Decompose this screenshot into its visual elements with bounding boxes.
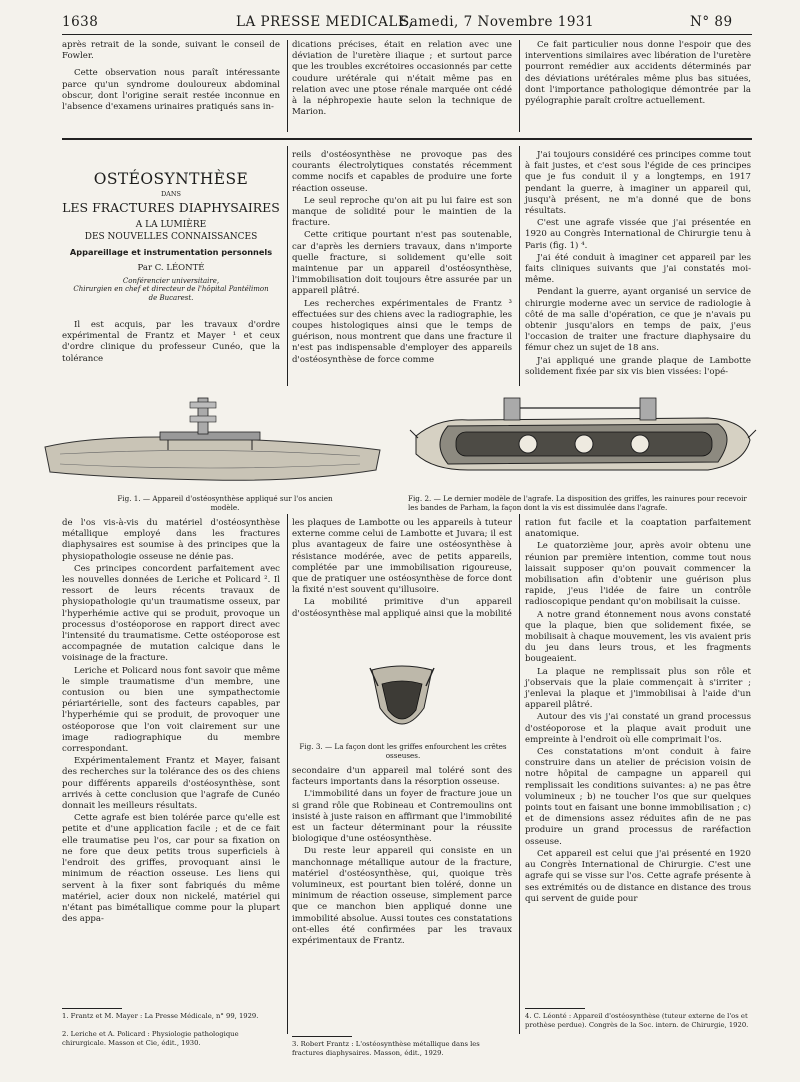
top-column-3: [525, 40, 751, 108]
header-rule: [62, 34, 752, 35]
article-subtitle-line: A LA LUMIÈRE: [135, 220, 207, 230]
author-byline: Par C. LÉONTÉ: [137, 263, 205, 273]
paragraph: Cette agrafe est bien tolérée parce qu'elle est petite et d'une application facile ; et de ce fait elle traumatise peu l'os, car pour sa fixation on ne fore que deux petits trous superficiels à l'endroit des griffes, provoquant ainsi le minimum de réaction osseuse. Les liens qui servent à la fixer sont fabriqués du même matériel, acier doux non nickelé, matériel qui n'étant pas bimétallique comme pour la plupart des appa-: [62, 813, 280, 925]
paragraph: après retrait de la sonde, suivant le conseil de Fowler.: [62, 40, 280, 62]
paragraph: Cette observation nous paraît intéressante parce qu'un syndrome douloureux abdominal obscur, dont l'origine serait restée inconnue en l'absence d'examens urinaires pratiqués sans in-: [62, 68, 280, 113]
page-number: 1638: [62, 14, 99, 30]
paragraph: La plaque ne remplissait plus son rôle et j'observais que la plaie commençait à s'irriter ; j'enlevai la plaque et j'immobilisai à l'aide d'un appareil plâtré.: [525, 666, 751, 711]
intro-paragraph: [62, 320, 280, 366]
paragraph: secondaire d'un appareil mal toléré sont des facteurs importants dans la résorption osseuse.: [292, 766, 512, 788]
section-rule: [62, 138, 752, 140]
issue-date: Samedi, 7 Novembre 1931: [400, 14, 595, 30]
column-rule: [287, 40, 288, 132]
lower-column-1: [62, 518, 280, 926]
issue-number: N° 89: [690, 14, 733, 30]
paragraph: Leriche et Policard nous font savoir que même le simple traumatisme d'un membre, une contusion ou bien une sympathectomie périartérielle, sont des facteurs capables, par l'hyperhémie qui se produit, de provoquer une ostéoporose que l'on voit clairement sur une image radiographique du membre correspondant.: [62, 665, 280, 755]
column-rule: [287, 146, 288, 386]
figure-1-illustration: [40, 392, 385, 492]
figure-3-caption: Fig. 3. — La façon dont les griffes enfourchent les crêtes osseuses.: [299, 742, 507, 760]
paragraph: Le seul reproche qu'on ait pu lui faire est son manque de solidité pour le maintien de la fracture.: [292, 195, 512, 229]
article-heading: [62, 170, 280, 303]
top-column-2: [292, 40, 512, 119]
author-affiliation: Conférencier universitaire,: [122, 277, 220, 285]
article-kicker: Appareillage et instrumentation personnels: [69, 247, 273, 257]
paragraph: Expérimentalement Frantz et Mayer, faisant des recherches sur la tolérance des os des chiens pour différents appareils d'ostéosynthèse, sont arrivés à cette conclusion que l'agrafe de Cunéo donnait les meilleurs résultats.: [62, 756, 280, 812]
paragraph: J'ai toujours considéré ces principes comme tout à fait justes, et c'est sous l'égide de ces principes que je fus conduit il y a longtemps, en 1917 pendant la guerre, à imaginer un appareil qui, jusqu'à présent, ne m'a donné que de bons résultats.: [525, 150, 751, 217]
paragraph: La mobilité primitive d'un appareil d'ostéosynthèse mal appliqué ainsi que la mobilité: [292, 597, 512, 619]
paragraph: L'immobilité dans un foyer de fracture joue un si grand rôle que Robineau et Contremoulins ont insisté à juste raison en affirmant que l'immobilité est un facteur déterminant pour la réussite biologique d'une ostéosynthèse.: [292, 789, 512, 845]
paragraph: Il est acquis, par les travaux d'ordre expérimental de Frantz et Mayer ¹ et ceux d'ordre clinique du professeur Cunéo, que la tolérance: [62, 320, 280, 364]
footnote-2: 2. Leriche et A. Policard : Physiologie pathologique chirurgicale. Masson et Cie, édit., 1930.: [62, 1030, 239, 1047]
figure-3-illustration: [362, 660, 442, 742]
paragraph: Le quatorzième jour, après avoir obtenu une réunion par première intention, comme tout nous laissait supposer qu'on pouvait commencer la mobilisation afin d'obtenir une guérison plus rapide, j'eus l'idée de faire un contrôle radioscopique pendant qu'on mobilisait la cuisse.: [525, 541, 751, 608]
lower-column-3: [525, 518, 751, 906]
article-subtitle-line: DES NOUVELLES CONNAISSANCES: [84, 232, 258, 242]
paragraph: Ce fait particulier nous donne l'espoir que des interventions similaires avec libération de l'uretère pourront remédier aux accidents déterminés par des déviations urétérales même plus bas situées, dont l'importance pathologique démontrée par la pyélographie paraît croître actuellement.: [525, 40, 751, 107]
paragraph: Ces principes concordent parfaitement avec les nouvelles données de Leriche et Policard ². Il ressort de leurs récents travaux de physiopathologie qu'un traumatisme osseux, par l'hyperhémie active qui se produit, provoque un processus d'ostéoporose en rapport direct avec l'intensité du traumatisme. Cette ostéoporose est accompagnée de mutation calcique dans le voisinage de la fracture.: [62, 563, 280, 664]
footnote-rule: [292, 1036, 352, 1037]
footnote-rule: [62, 1008, 122, 1009]
article-title-dans: DANS: [160, 190, 182, 198]
upper-column-2: [292, 150, 512, 367]
paragraph: Du reste leur appareil qui consiste en un manchonnage métallique autour de la fracture, matériel d'ostéosynthèse, qui, quoique très volumineux, est pourtant bien toléré, donne un minimum de réaction osseuse, simplement parce que ce manchon bien appliqué donne une immobilité absolue. Aussi toutes ces constatations ont-elles été confirmées par les travaux expérimentaux de Frantz.: [292, 846, 512, 947]
paragraph: Ces constatations m'ont conduit à faire construire dans un atelier de précision voisin de notre hôpital de campagne un appareil qui remplissait les conditions suivantes: a) ne pas être volumineux ; b) ne toucher l'os que sur quelques points tout en faisant une bonne immobilisation ; c) et de dimensions assez réduites afin de ne pas produire un grand processus de raréfaction osseuse.: [525, 747, 751, 847]
article-title: OSTÉOSYNTHÈSE: [93, 170, 249, 188]
author-affiliation: Chirurgien en chef et directeur de l'hôpital Pantélimon de Bucarest.: [73, 285, 269, 302]
paragraph: reils d'ostéosynthèse ne provoque pas des courants électrolytiques constatés récemment comme nocifs et capables de produire une forte réaction osseuse.: [292, 150, 512, 194]
figure-2-illustration: [408, 378, 758, 490]
figure-2-caption: Fig. 2. — Le dernier modèle de l'agrafe. La disposition des griffes, les rainures pour recevoir les bandes de Parham, la façon dont la vis est dissimulée dans l'agrafe.: [408, 494, 747, 512]
footnote-4: 4. C. Léonté : Appareil d'ostéosynthèse (tuteur externe de l'os et prothèse perdue). Congrès de la Soc. intern. de Chirurgie, 1920.: [525, 1012, 749, 1029]
footnote-rule: [525, 1008, 585, 1009]
paragraph: Cet appareil est celui que j'ai présenté en 1920 au Congrès International de Chirurgie. C'est une agrafe qui se visse sur l'os. Cette agrafe présente à ses extrémités ou de distance en distance des trous qui servent de guide pour: [525, 848, 751, 904]
footnote-3: 3. Robert Frantz : L'ostéosynthèse métallique dans les fractures diaphysaires. Masson, édit., 1929.: [292, 1040, 480, 1057]
paragraph: Autour des vis j'ai constaté un grand processus d'ostéoporose et la plaque avait produit une empreinte à l'endroit où elle comprimait l'os.: [525, 712, 751, 745]
paragraph: ration fut facile et la coaptation parfaitement anatomique.: [525, 518, 751, 540]
column-rule: [519, 146, 520, 386]
journal-title: LA PRESSE MEDICALE,: [236, 14, 414, 30]
paragraph: de l'os vis-à-vis du matériel d'ostéosynthèse métallique employé dans les fractures diaphysaires est soumise à des principes que la physiopathologie osseuse ne dénie pas.: [62, 518, 280, 562]
lower-column-2-top: [292, 518, 512, 621]
paragraph: dications précises, était en relation avec une déviation de l'uretère iliaque ; et surtout parce que les troubles excrétoires occasionnés par cette coudure urétérale qui n'était même pas en relation avec une ptose rénale marquée ont cédé à la néphropexie haute selon la technique de Marion.: [292, 40, 512, 118]
column-rule: [519, 514, 520, 1034]
column-rule: [519, 40, 520, 132]
lower-column-2-bottom: [292, 766, 512, 948]
paragraph: C'est une agrafe vissée que j'ai présentée en 1920 au Congrès International de Chirurgie tenu à Paris (fig. 1) ⁴.: [525, 218, 751, 251]
figure-1-caption: Fig. 1. — Appareil d'ostéosynthèse appliqué sur l'os ancien modèle.: [117, 494, 333, 512]
paragraph: les plaques de Lambotte ou les appareils à tuteur externe comme celui de Lambotte et Juvara; il est plus avantageux de faire une ostéosynthèse à résistance modérée, avec de petits appareils, complétée par une immobilisation rigoureuse, que de pratiquer une ostéosynthèse de force dont la fixité n'est souvent qu'illusoire.: [292, 518, 512, 596]
paragraph: Pendant la guerre, ayant organisé un service de chirurgie moderne avec un service de radiologie à côté de ma salle d'opération, ce que je n'avais pu obtenir jusqu'alors en temps de paix, j'eus l'occasion de traiter une fracture diaphysaire du fémur chez un sujet de 18 ans.: [525, 287, 751, 354]
paragraph: A notre grand étonnement nous avons constaté que la plaque, bien que solidement fixée, se mobilisait à chaque mouvement, les vis avaient pris du jeu dans leurs trous, et les fragments bougeaient.: [525, 609, 751, 665]
footnote-1: 1. Frantz et M. Mayer : La Presse Médicale, n° 99, 1929.: [62, 1012, 259, 1020]
paragraph: Les recherches expérimentales de Frantz ³ effectuées sur des chiens avec la radiographie, les coupes histologiques ainsi que le temps de guérison, nous montrent que dans une fracture il n'est pas indispensable d'employer des appareils d'ostéosynthèse de force comme: [292, 298, 512, 365]
column-rule: [287, 514, 288, 1034]
article-subtitle: LES FRACTURES DIAPHYSAIRES: [62, 200, 280, 215]
upper-column-3: [525, 150, 751, 379]
paragraph: J'ai été conduit à imaginer cet appareil par les faits cliniques suivants que j'ai constatés moi-même.: [525, 252, 751, 286]
paragraph: Cette critique pourtant n'est pas soutenable, car d'après les derniers travaux, dans n'importe quelle fracture, si solidement qu'elle soit maintenue par un appareil d'ostéosynthèse, l'immobilisation doit toujours être assurée par un appareil plâtré.: [292, 230, 512, 297]
top-column-1: [62, 40, 280, 114]
paragraph: J'ai appliqué une grande plaque de Lambotte solidement fixée par six vis bien vissées: l'opé-: [525, 355, 751, 377]
